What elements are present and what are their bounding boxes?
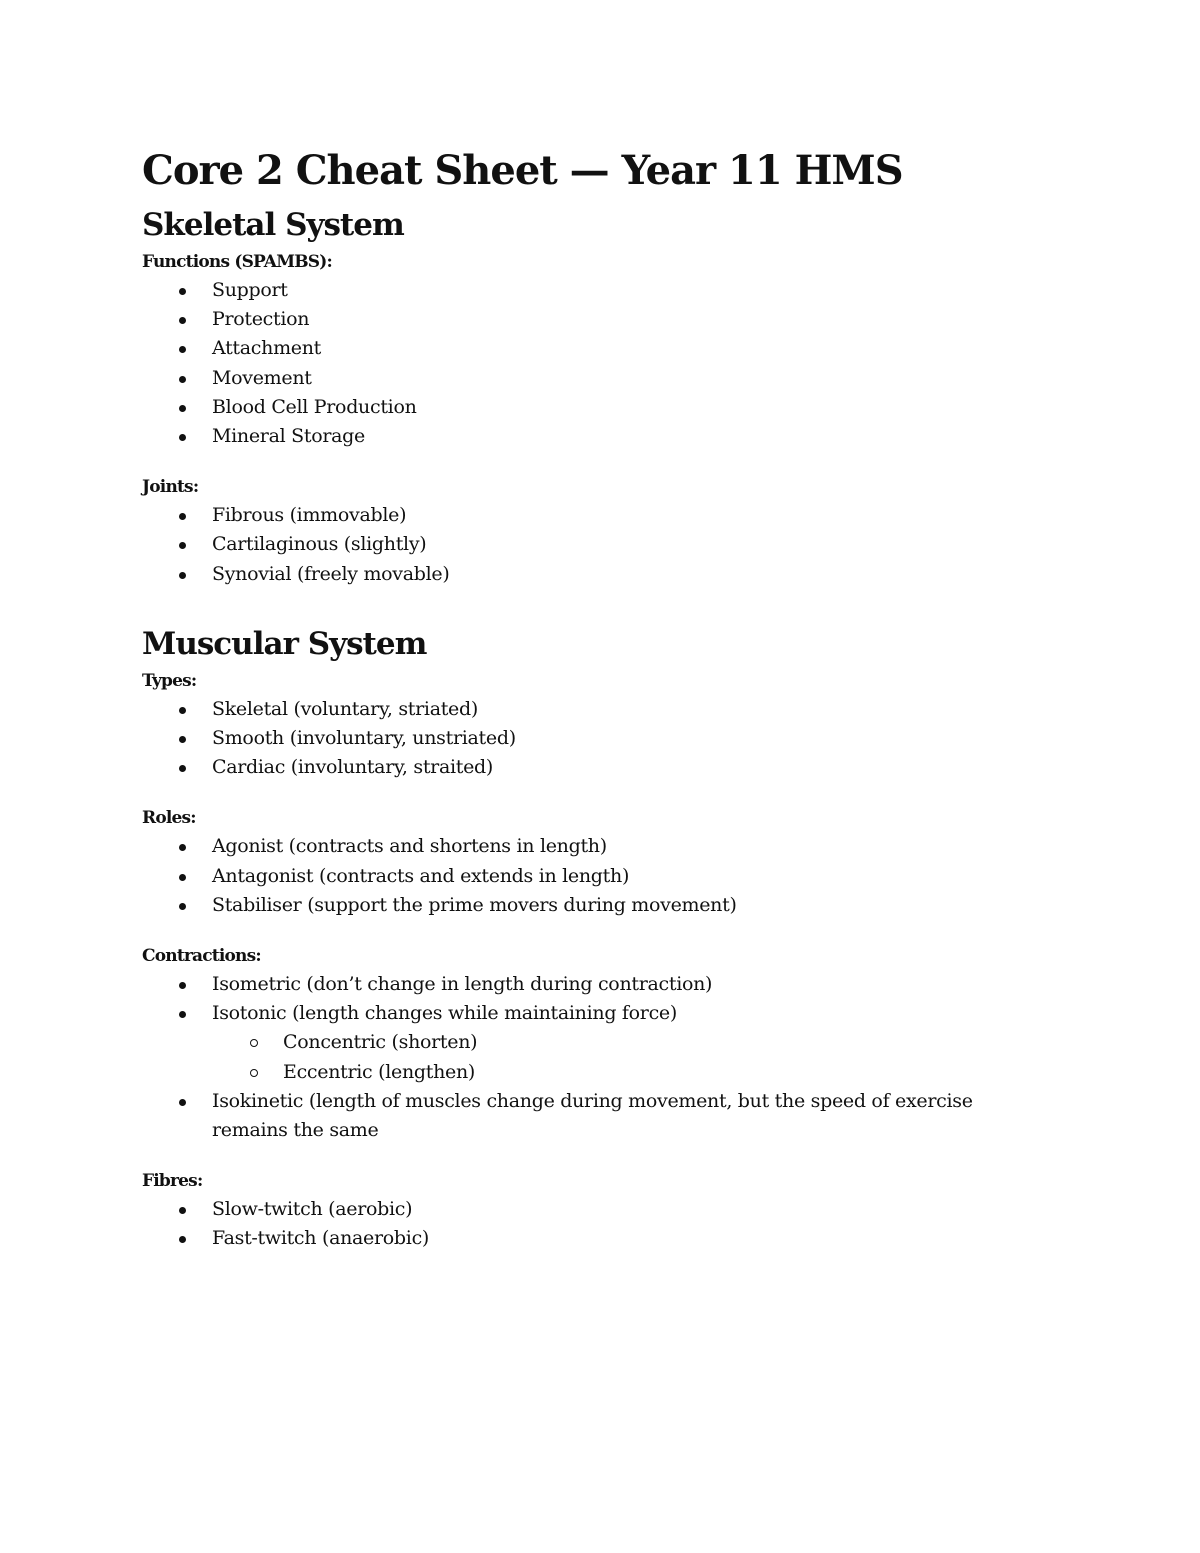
list-item: Fast-twitch (anaerobic) bbox=[212, 1224, 1042, 1253]
list-item: Synovial (freely movable) bbox=[212, 560, 1042, 589]
roles-label: Roles: bbox=[142, 808, 196, 829]
contractions-list bbox=[142, 970, 1042, 1145]
list-item: Antagonist (contracts and extends in length) bbox=[212, 862, 1042, 891]
list-item: Attachment bbox=[212, 334, 1042, 363]
list-item: Fibrous (immovable) bbox=[212, 501, 1042, 530]
list-item-isotonic bbox=[212, 999, 1042, 1087]
functions-label: Functions (SPAMBS): bbox=[142, 252, 332, 272]
types-label: Types: bbox=[142, 670, 197, 691]
list-item: Isokinetic (length of muscles change during movement, but the speed of exercise remains the same bbox=[212, 1087, 1042, 1145]
sub-list-item: Eccentric (lengthen) bbox=[283, 1058, 1042, 1087]
list-item: Slow-twitch (aerobic) bbox=[212, 1195, 1042, 1224]
document-page bbox=[142, 140, 1042, 1254]
joints-list bbox=[142, 501, 1042, 589]
roles-list bbox=[142, 832, 1042, 920]
list-item: Mineral Storage bbox=[212, 422, 1042, 451]
document-title: Core 2 Cheat Sheet — Year 11 HMS bbox=[142, 147, 903, 194]
fibres-label: Fibres: bbox=[142, 1171, 203, 1192]
list-item: Protection bbox=[212, 305, 1042, 334]
list-item: Skeletal (voluntary, striated) bbox=[212, 695, 1042, 724]
types-list bbox=[142, 695, 1042, 783]
list-item: Blood Cell Production bbox=[212, 393, 1042, 422]
fibres-list bbox=[142, 1195, 1042, 1253]
skeletal-system-heading: Skeletal System bbox=[142, 207, 404, 243]
muscular-system-heading: Muscular System bbox=[142, 625, 427, 662]
isotonic-subtypes-list bbox=[212, 1028, 1042, 1086]
list-item: Cartilaginous (slightly) bbox=[212, 530, 1042, 559]
list-item: Cardiac (involuntary, straited) bbox=[212, 753, 1042, 782]
isotonic-text: Isotonic (length changes while maintaining force) bbox=[212, 1002, 677, 1025]
list-item: Support bbox=[212, 276, 1042, 305]
list-item: Isometric (don’t change in length during contraction) bbox=[212, 970, 1042, 999]
contractions-label: Contractions: bbox=[142, 946, 261, 967]
list-item: Agonist (contracts and shortens in length) bbox=[212, 832, 1042, 861]
list-item: Movement bbox=[212, 364, 1042, 393]
sub-list-item: Concentric (shorten) bbox=[283, 1028, 1042, 1057]
functions-list bbox=[142, 276, 1042, 451]
list-item: Stabiliser (support the prime movers during movement) bbox=[212, 891, 1042, 920]
list-item: Smooth (involuntary, unstriated) bbox=[212, 724, 1042, 753]
joints-label: Joints: bbox=[142, 477, 199, 498]
